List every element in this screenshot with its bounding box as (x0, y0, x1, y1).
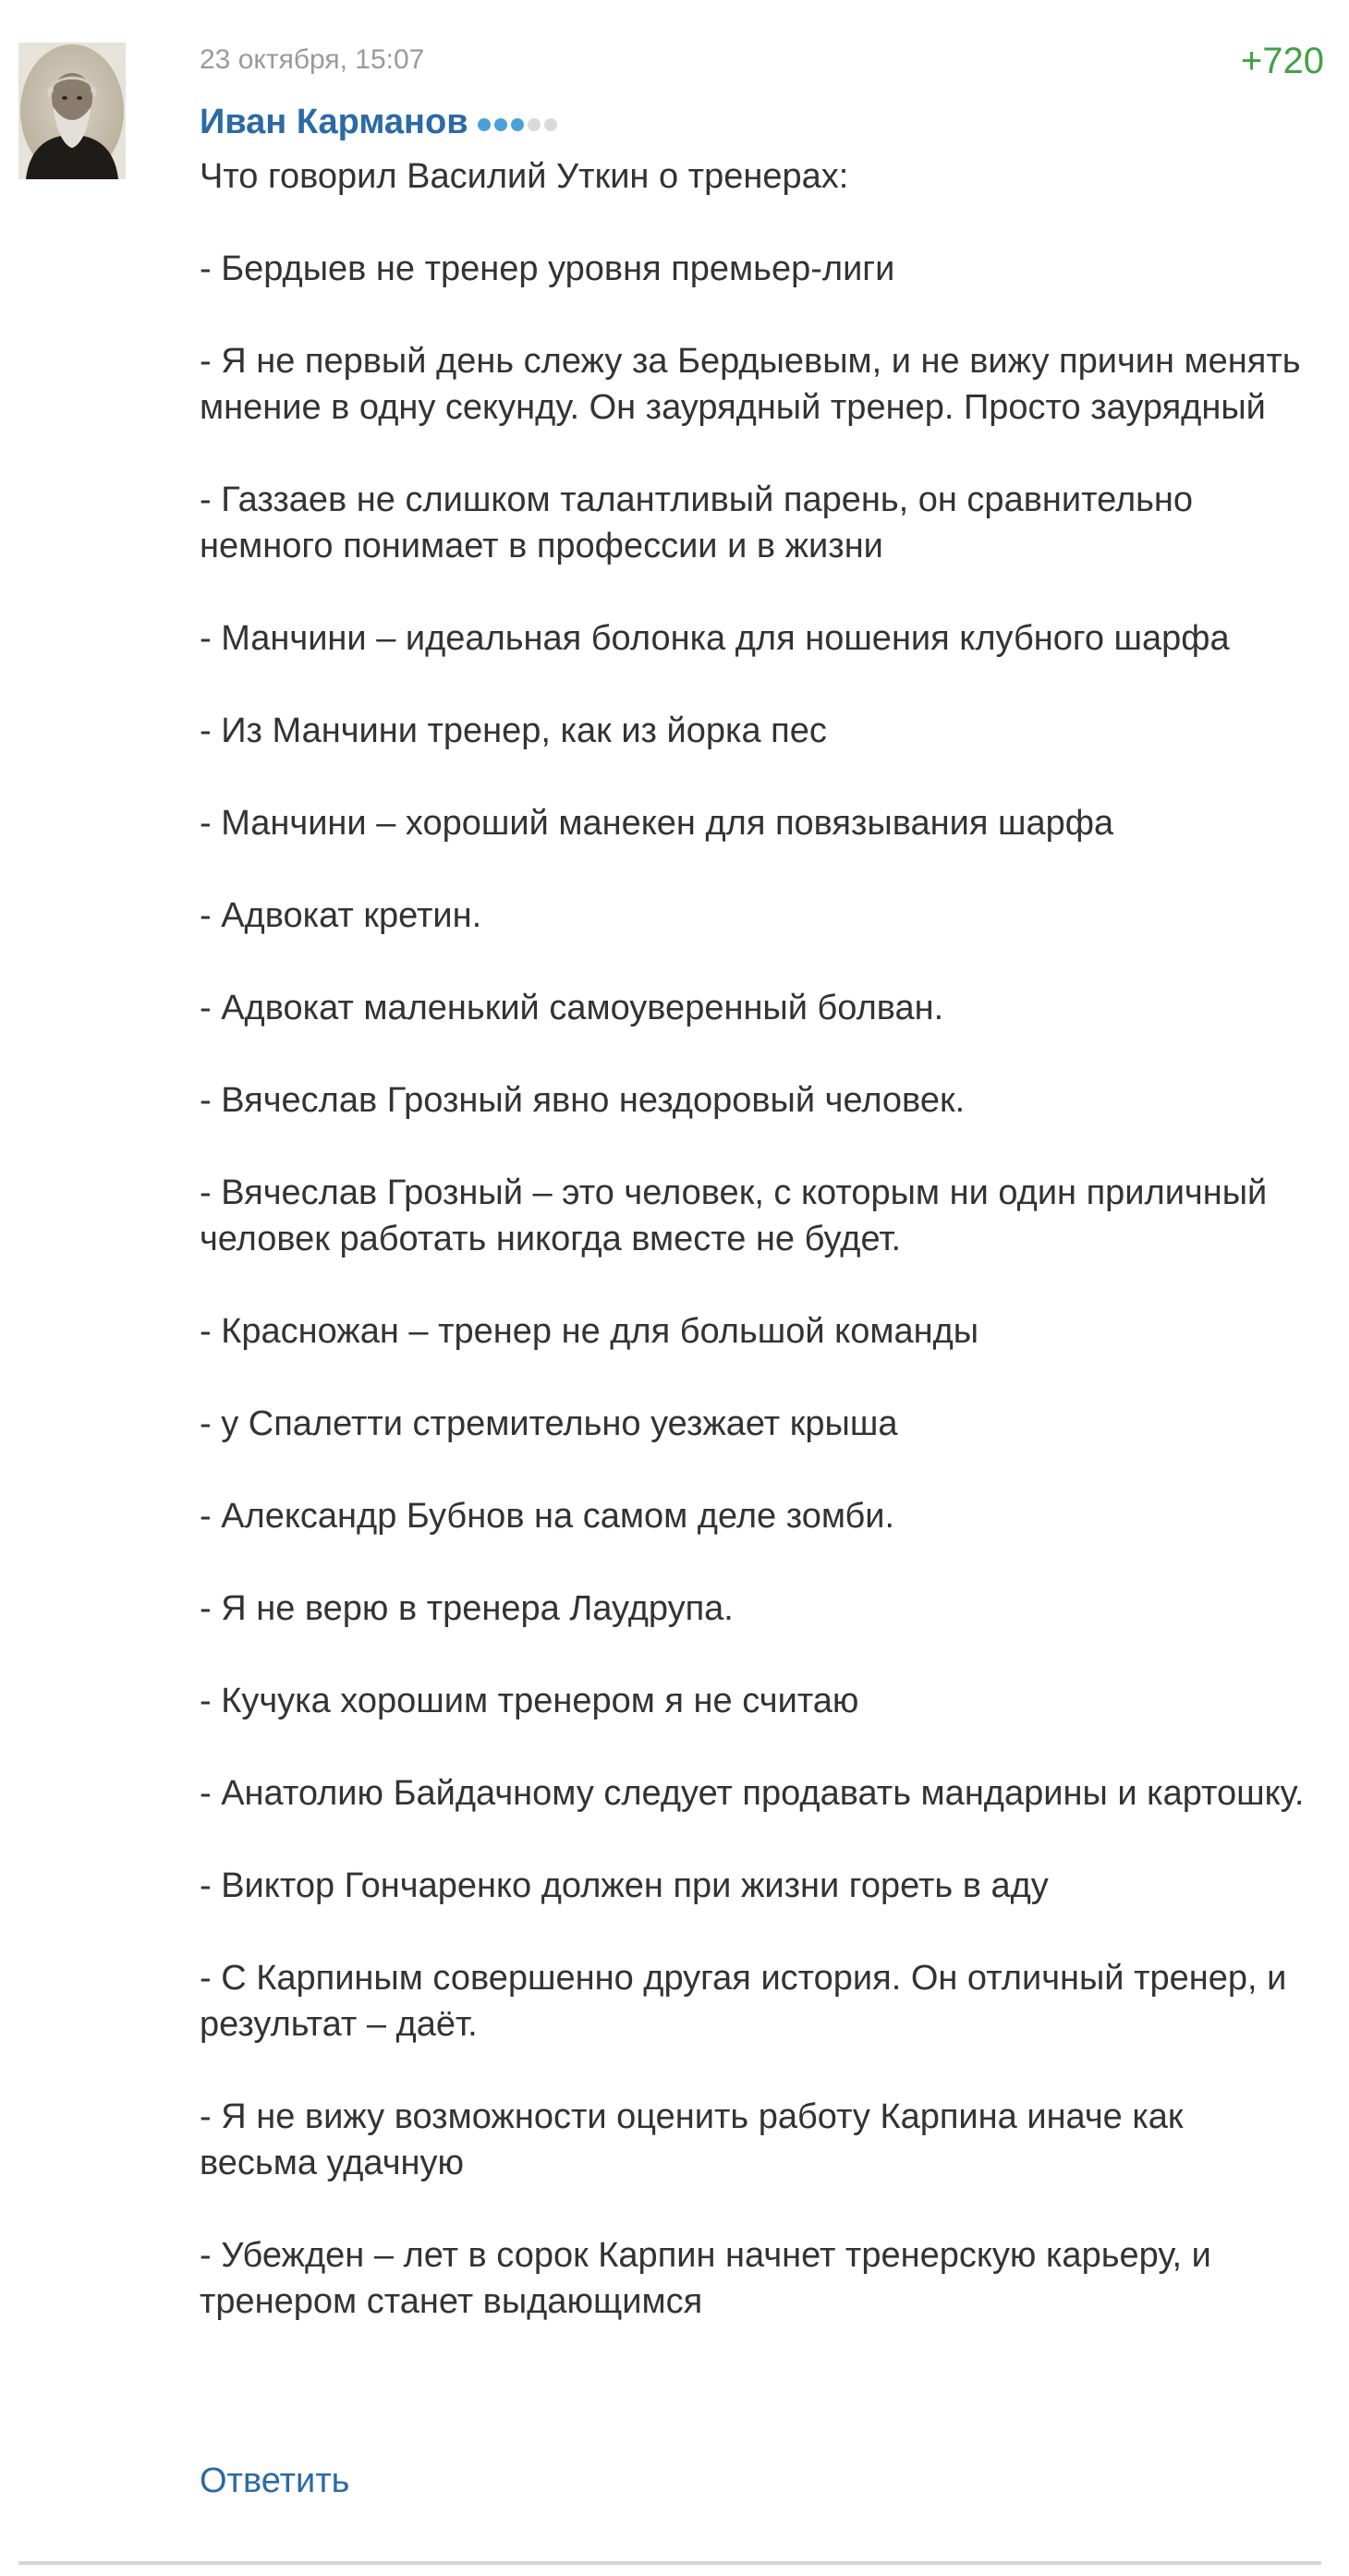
level-dot-filled-icon (494, 118, 507, 131)
comment-paragraph: - Я не первый день слежу за Бердыевым, и не вижу причин менять мнение в одну секунду. Он заурядный тренер. Просто заурядный (200, 342, 1301, 427)
comment-paragraph: - Из Манчини тренер, как из йорка пес (200, 711, 827, 750)
comment-paragraph: - Убежден – лет в сорок Карпин начнет тренерскую карьеру, и тренером станет выдающимся (200, 2236, 1211, 2321)
user-level-indicator (478, 118, 561, 131)
level-dot-filled-icon (511, 118, 524, 131)
level-dot-empty-icon (528, 118, 541, 131)
comment-paragraph: - Красножан – тренер не для большой команды (200, 1312, 979, 1351)
comment-paragraph: - Александр Бубнов на самом деле зомби. (200, 1497, 895, 1536)
comment-paragraph: - Манчини – идеальная болонка для ношения клубного шарфа (200, 619, 1230, 658)
comment-paragraph: - Кучука хорошим тренером я не считаю (200, 1682, 859, 1720)
avatar-portrait-icon (18, 43, 126, 179)
comment-paragraph: - Адвокат кретин. (200, 896, 482, 935)
level-dot-empty-icon (544, 118, 557, 131)
comment-paragraph: - Я не вижу возможности оценить работу Карпина иначе как весьма удачную (200, 2097, 1184, 2182)
comment-paragraph: - Вячеслав Грозный явно нездоровый человек. (200, 1081, 966, 1120)
author-name-link[interactable]: Иван Карманов (200, 102, 468, 141)
level-dot-filled-icon (478, 118, 491, 131)
reply-link[interactable]: Ответить (200, 2461, 350, 2500)
comment-paragraph: - С Карпиным совершенно другая история. Он отличный тренер, и результат – даёт. (200, 1959, 1287, 2044)
comment-timestamp: 23 октября, 15:07 (200, 44, 425, 75)
comment-paragraph: - Бердыев не тренер уровня премьер-лиги (200, 249, 895, 288)
user-avatar[interactable] (18, 43, 126, 179)
comment-paragraph: - Анатолию Байдачному следует продавать мандарины и картошку. (200, 1774, 1305, 1813)
comment-body (200, 153, 1308, 2325)
comment-paragraph: - Вячеслав Грозный – это человек, с которым ни один приличный человек работать никогда вместе не будет. (200, 1173, 1268, 1258)
comment-rating[interactable]: +720 (1240, 41, 1324, 81)
comment-paragraph: - Адвокат маленький самоуверенный болван. (200, 989, 944, 1027)
author-row (200, 100, 561, 144)
comment-paragraph: - у Спалетти стремительно уезжает крыша (200, 1404, 898, 1443)
comment-paragraph: - Манчини – хороший манекен для повязывания шарфа (200, 804, 1114, 843)
comment-paragraph: - Я не верю в тренера Лаудрупа. (200, 1589, 734, 1628)
comment-divider (18, 2561, 1321, 2565)
comment-paragraph: - Виктор Гончаренко должен при жизни гореть в аду (200, 1866, 1049, 1905)
comment-paragraph: - Газзаев не слишком талантливый парень, он сравнительно немного понимает в профессии и в жизни (200, 480, 1194, 565)
comment-paragraph: Что говорил Василий Уткин о тренерах: (200, 157, 849, 196)
